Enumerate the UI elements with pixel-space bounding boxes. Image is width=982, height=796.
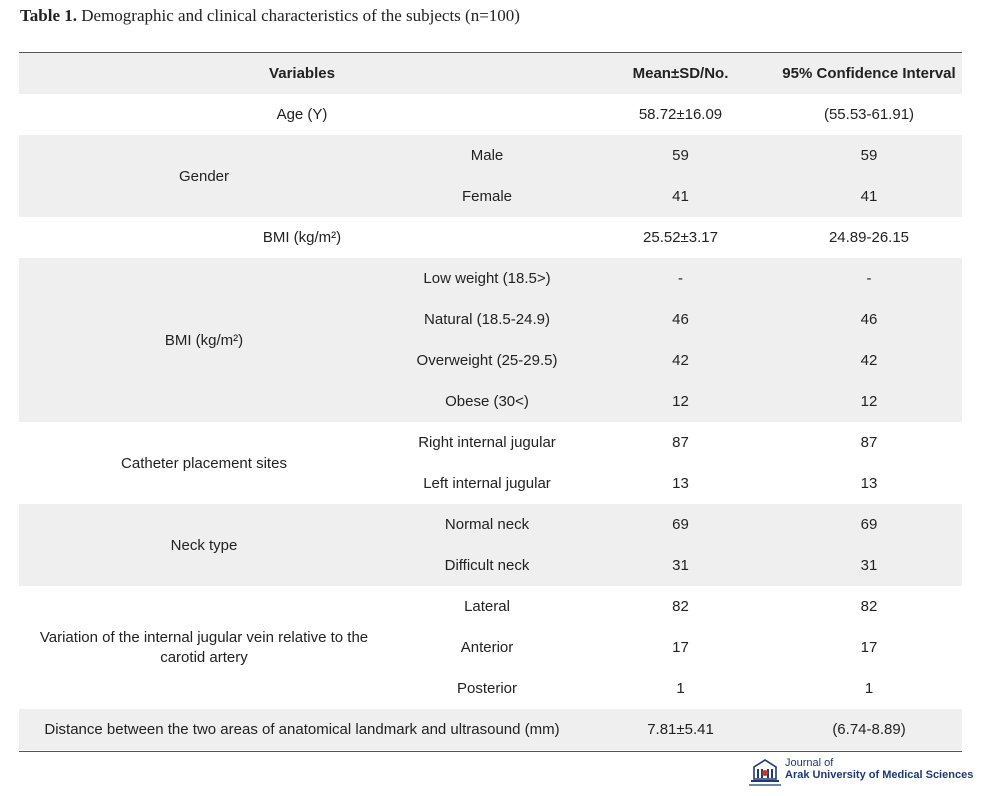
row-label: Overweight (25-29.5) [389, 340, 585, 381]
row-label: Female [389, 176, 585, 217]
row-ci: 12 [776, 381, 962, 422]
demographics-table [19, 53, 962, 750]
row-mean: 82 [672, 598, 689, 615]
row-ci: (6.74-8.89) [776, 709, 962, 750]
row-mean: 46 [585, 299, 776, 340]
table-row-gender-male [19, 135, 962, 176]
row-label: Right internal jugular [418, 434, 556, 451]
row-mean: 58.72±16.09 [638, 106, 723, 123]
row-mean: 25.52±3.17 [643, 229, 718, 246]
group-label-gender: Gender [19, 135, 389, 217]
journal-name [785, 757, 973, 781]
row-mean: 69 [585, 504, 776, 545]
row-label: Lateral [464, 598, 510, 615]
group-label-variation: Variation of the internal jugular vein relative to the carotid artery [39, 628, 369, 666]
caption-text: Demographic and clinical characteristics of the subjects (n=100) [77, 6, 520, 25]
row-mean: 59 [585, 135, 776, 176]
row-ci: 41 [776, 176, 962, 217]
header-variables: Variables [19, 53, 585, 94]
caption-label: Table 1. [20, 6, 78, 25]
header-row [19, 53, 962, 94]
row-label: BMI (kg/m²) [262, 229, 342, 246]
row-mean: 87 [672, 434, 689, 451]
journal-name-line1: Journal of [785, 757, 834, 769]
row-label: Normal neck [389, 504, 585, 545]
row-mean: 41 [585, 176, 776, 217]
row-ci: 42 [776, 340, 962, 381]
table-row-bmi-low [19, 258, 962, 299]
row-mean: 31 [585, 545, 776, 586]
row-ci: (55.53-61.91) [823, 106, 915, 123]
row-ci: 31 [776, 545, 962, 586]
row-label: Age (Y) [276, 106, 328, 123]
table-row-neck-normal [19, 504, 962, 545]
journal-name-line2: Arak University of Medical Sciences [785, 769, 974, 781]
table-row-bmi [19, 217, 962, 258]
group-label-catheter: Catheter placement sites [121, 454, 287, 472]
group-label-neck: Neck type [19, 504, 389, 586]
row-ci: 1 [864, 680, 874, 697]
row-ci: 24.89-26.15 [828, 229, 910, 246]
row-ci: 59 [776, 135, 962, 176]
row-ci: 46 [776, 299, 962, 340]
row-ci: 17 [860, 639, 878, 656]
row-label: Obese (30<) [389, 381, 585, 422]
row-label: Natural (18.5-24.9) [389, 299, 585, 340]
row-ci: 13 [860, 475, 878, 492]
bottom-rule [19, 751, 962, 752]
table-row-variation-lateral [19, 586, 962, 627]
group-label-bmi: BMI (kg/m²) [19, 258, 389, 422]
row-label: Left internal jugular [423, 475, 551, 492]
row-mean: 12 [585, 381, 776, 422]
header-ci: 95% Confidence Interval [776, 53, 962, 94]
row-mean: - [585, 258, 776, 299]
table-row-age [19, 94, 962, 135]
row-mean: 1 [676, 680, 685, 697]
university-emblem-icon [748, 756, 782, 786]
row-mean: 42 [585, 340, 776, 381]
row-mean: 17 [672, 639, 689, 656]
row-mean: 7.81±5.41 [585, 709, 776, 750]
row-ci: 87 [860, 434, 878, 451]
row-label: Low weight (18.5>) [389, 258, 585, 299]
row-ci: 82 [860, 598, 878, 615]
row-mean: 13 [672, 475, 689, 492]
table-row-catheter-right [19, 422, 962, 463]
row-label: Distance between the two areas of anatomical landmark and ultrasound (mm) [19, 709, 585, 750]
row-label: Anterior [460, 639, 514, 656]
row-ci: - [776, 258, 962, 299]
row-ci: 69 [776, 504, 962, 545]
row-label: Difficult neck [389, 545, 585, 586]
table-row-distance [19, 709, 962, 750]
row-label: Posterior [456, 680, 518, 697]
row-label: Male [389, 135, 585, 176]
header-mean: Mean±SD/No. [585, 53, 776, 94]
table-caption [20, 6, 520, 26]
